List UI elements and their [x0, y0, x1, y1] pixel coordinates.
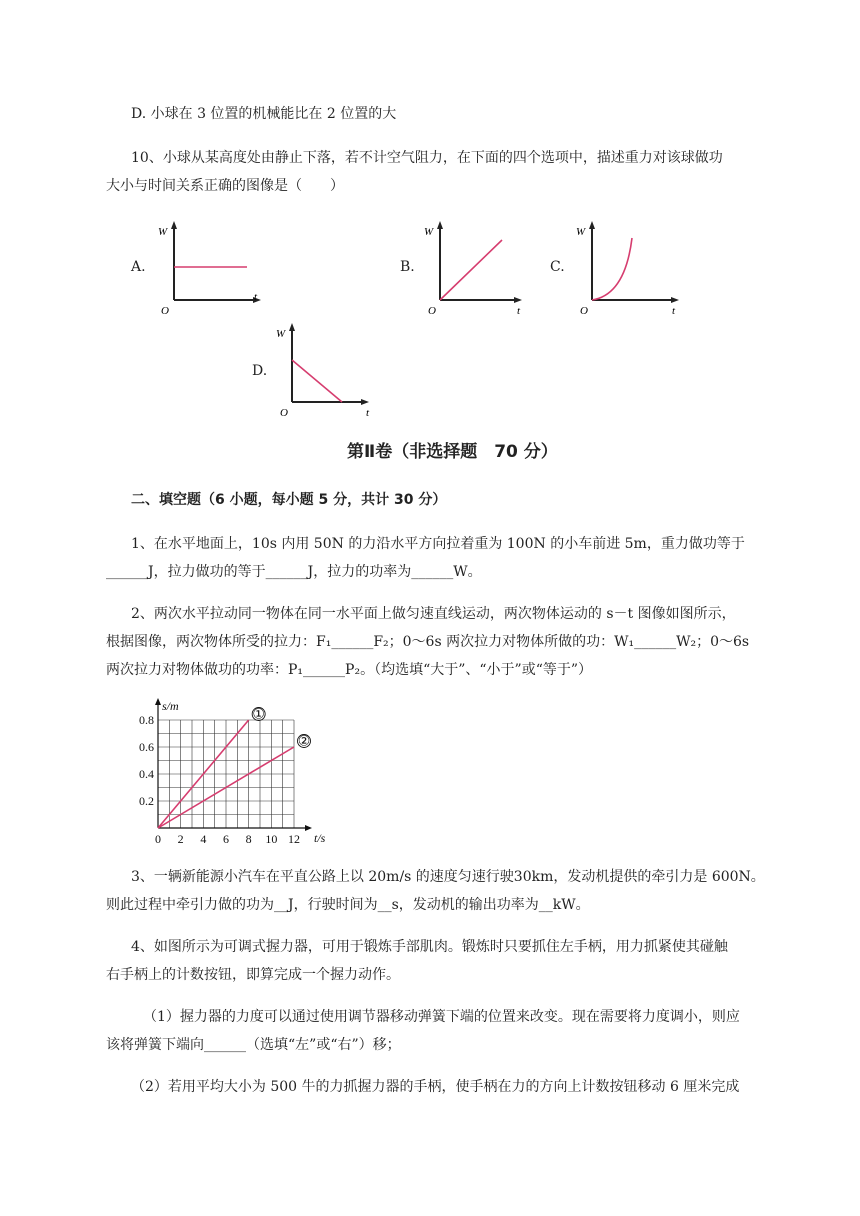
y-axis-label: s/m	[162, 699, 179, 713]
question-10-line-2: 大小与时间关系正确的图像是（ ）	[106, 178, 344, 194]
fill-q3-line-2: 则此过程中牵引力做的功为__J，行驶时间为__s，发动机的输出功率为__kW。	[106, 897, 590, 913]
question-9-option-d: D. 小球在 3 位置的机械能比在 2 位置的大	[131, 106, 397, 122]
x-tick-label: 10	[265, 832, 278, 846]
option-b-origin: O	[428, 305, 436, 317]
fill-q3-line-1: 3、一辆新能源小汽车在平直公路上以 20m/s 的速度匀速行驶30km，发动机提供的牵引力是 600N。	[131, 869, 765, 885]
x-tick-label: 0	[155, 832, 161, 846]
s-t-chart	[125, 698, 325, 848]
y-tick-label: 0.2	[139, 794, 154, 808]
option-c-label: C.	[550, 259, 565, 275]
option-c-graph	[570, 220, 680, 320]
option-a-origin: O	[161, 305, 169, 317]
fill-q4-part2-line-1: （2）若用平均大小为 500 牛的力抓握力器的手柄，使手柄在力的方向上计数按钮移动 6 厘米完成	[131, 1079, 740, 1095]
fill-q4-line-2: 右手柄上的计数按钮，即算完成一个握力动作。	[106, 967, 400, 983]
option-a-label: A.	[131, 259, 146, 275]
option-d-label: D.	[252, 363, 268, 379]
x-tick-label: 8	[245, 832, 252, 846]
option-a-graph	[152, 220, 258, 320]
x-tick-label: 2	[177, 832, 184, 846]
option-b-w-label: W	[424, 226, 434, 238]
x-tick-label: 6	[223, 832, 229, 846]
y-axis-arrow	[155, 698, 161, 705]
fill-q2-line-1: 2、两次水平拉动同一物体在同一水平面上做匀速直线运动，两次物体运动的 s－t 图像如图所示，	[131, 606, 736, 622]
option-b-t-label: t	[517, 305, 521, 317]
y-tick-label: 0.4	[139, 767, 154, 781]
option-a-w-label: W	[158, 226, 168, 238]
option-c-w-label: W	[576, 226, 586, 238]
series-label-1: ①	[252, 707, 265, 723]
option-b-graph	[418, 220, 521, 320]
section-subtitle: 二、填空题（6 小题，每小题 5 分，共计 30 分）	[131, 492, 447, 508]
question-10-line-1: 10、小球从某高度处由静止下落，若不计空气阻力，在下面的四个选项中，描述重力对该球做功	[131, 150, 723, 166]
option-b-label: B.	[400, 259, 415, 275]
option-d-w-label: W	[276, 328, 286, 340]
fill-q2-line-3: 两次拉力对物体做功的功率：P₁______P₂。（均选填“大于”、“小于”或“等于”）	[106, 662, 593, 678]
fill-q1-line-2: ______J，拉力做功的等于______J，拉力的功率为______W。	[106, 564, 482, 580]
fill-q4-line-1: 4、如图所示为可调式握力器，可用于锻炼手部肌肉。锻炼时只要抓住左手柄，用力抓紧使其碰触	[131, 939, 728, 955]
x-tick-label: 12	[288, 832, 300, 846]
fill-q4-part1-line-1: （1）握力器的力度可以通过使用调节器移动弹簧下端的位置来改变。现在需要将力度调小，则应	[143, 1009, 740, 1025]
series-label-2: ②	[297, 734, 311, 750]
x-tick-label: 4	[200, 832, 207, 846]
option-d-origin: O	[280, 407, 288, 419]
y-tick-label: 0.8	[139, 713, 154, 727]
option-a-t-label: t	[254, 291, 258, 303]
x-axis-label: t/s	[314, 831, 326, 845]
fill-q1-line-1: 1、在水平地面上，10s 内用 50N 的力沿水平方向拉着重为 100N 的小车前进 5m，重力做功等于	[131, 536, 745, 552]
option-d-graph	[270, 322, 370, 422]
fill-q2-line-2: 根据图像，两次物体所受的拉力：F₁______F₂；0～6s 两次拉力对物体所做的功：W₁______W₂；0～6s	[106, 634, 750, 650]
y-tick-label: 0.6	[139, 740, 154, 754]
option-c-t-label: t	[672, 305, 676, 317]
fill-q4-part1-line-2: 该将弹簧下端向______（选填“左”或“右”）移；	[106, 1037, 401, 1053]
section-title: 第Ⅱ卷（非选择题 70 分）	[347, 442, 558, 462]
option-d-t-label: t	[366, 407, 370, 419]
x-axis-arrow	[305, 825, 312, 831]
option-c-origin: O	[580, 305, 588, 317]
